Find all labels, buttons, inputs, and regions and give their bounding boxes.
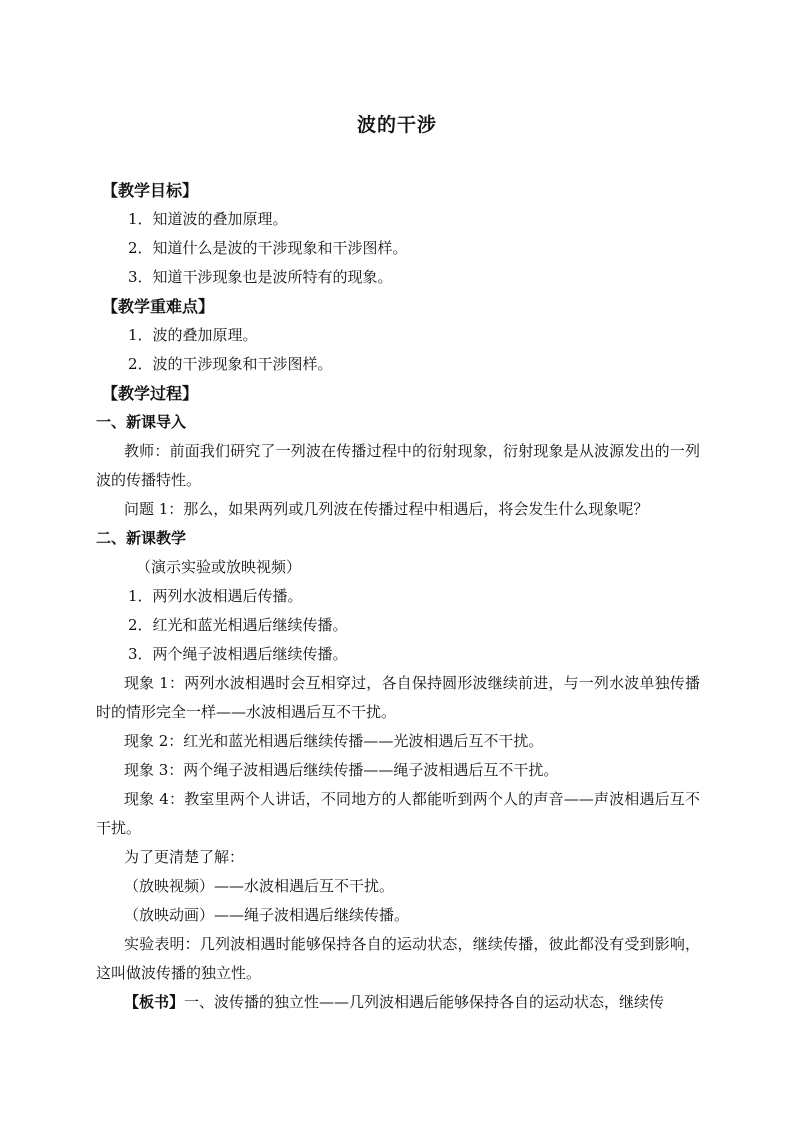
key-points-heading: 【教学重难点】 [102, 297, 215, 316]
phenomenon-paragraph: 现象 4：教室里两个人讲话，不同地方的人都能听到两个人的声音——声波相遇后互不干扰。 [96, 790, 700, 837]
phenomenon-paragraph: 现象 1：两列水波相遇时会互相穿过，各自保持圆形波继续前进，与一列水波单独传播时的情形完全一样——水波相遇后互不干扰。 [96, 674, 700, 721]
demo-note: （演示实验或放映视频） [136, 558, 302, 576]
objective-item: 1．知道波的叠加原理。 [128, 210, 288, 228]
demo-item: 1．两列水波相遇后传播。 [128, 587, 303, 605]
animation-paragraph: （放映动画）——绳子波相遇后继续传播。 [124, 906, 410, 924]
objective-item: 3．知道干涉现象也是波所特有的现象。 [128, 268, 393, 286]
board-paragraph [96, 988, 700, 1017]
board-text: 一、波传播的独立性——几列波相遇后能够保持各自的运动状态，继续传 [184, 993, 665, 1011]
video-paragraph: （放映视频）——水波相遇后互不干扰。 [124, 877, 395, 895]
phenomenon-paragraph: 现象 3：两个绳子波相遇后继续传播——绳子波相遇后互不干扰。 [124, 761, 559, 779]
key-point-item: 2．波的干涉现象和干涉图样。 [128, 355, 333, 373]
objectives-heading: 【教学目标】 [102, 181, 199, 200]
document-body [96, 176, 700, 1017]
section-intro-heading: 一、新课导入 [96, 413, 187, 431]
demo-item: 2．红光和蓝光相遇后继续传播。 [128, 616, 348, 634]
board-label: 【板书】 [124, 993, 185, 1011]
phenomenon-paragraph: 现象 2：红光和蓝光相遇后继续传播——光波相遇后互不干扰。 [124, 732, 544, 750]
key-point-item: 1．波的叠加原理。 [128, 326, 258, 344]
clarify-paragraph: 为了更清楚了解： [124, 848, 245, 866]
question-paragraph: 问题 1：那么，如果两列或几列波在传播过程中相遇后，将会发生什么现象呢？ [124, 500, 649, 518]
conclusion-paragraph: 实验表明：几列波相遇时能够保持各自的运动状态，继续传播，彼此都没有受到影响，这叫做波传播的独立性。 [96, 935, 700, 982]
teacher-paragraph: 教师：前面我们研究了一列波在传播过程中的衍射现象，衍射现象是从波源发出的一列波的传播特性。 [96, 442, 700, 489]
section-teaching-heading: 二、新课教学 [96, 529, 187, 547]
process-heading: 【教学过程】 [102, 384, 199, 403]
objective-item: 2．知道什么是波的干涉现象和干涉图样。 [128, 239, 408, 257]
demo-item: 3．两个绳子波相遇后继续传播。 [128, 645, 348, 663]
document-title: 波的干涉 [356, 114, 437, 136]
